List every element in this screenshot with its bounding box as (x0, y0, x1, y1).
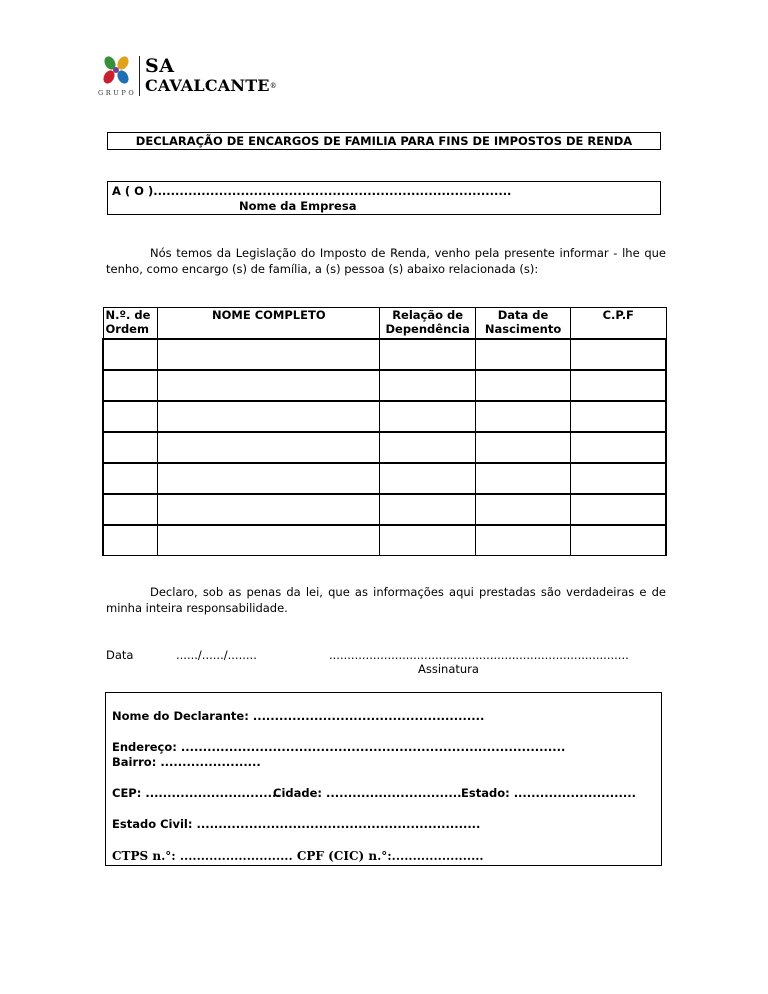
cell-order[interactable] (103, 401, 158, 432)
header-birth-date-line2: Nascimento (484, 322, 562, 336)
cell-birth-date[interactable] (476, 401, 571, 432)
table-row (103, 494, 666, 525)
cell-order[interactable] (103, 525, 158, 556)
logo-brand-line2 (145, 77, 277, 95)
cell-full-name[interactable] (158, 525, 380, 556)
header-order (103, 308, 158, 339)
cell-full-name[interactable] (158, 370, 380, 401)
header-relationship-line2: Dependência (385, 322, 470, 336)
table-row (103, 370, 666, 401)
cell-full-name[interactable] (158, 494, 380, 525)
cell-cpf[interactable] (570, 339, 666, 370)
table-row (103, 401, 666, 432)
cell-cpf[interactable] (570, 370, 666, 401)
header-cpf (570, 308, 666, 339)
cell-birth-date[interactable] (476, 494, 571, 525)
table-row (103, 432, 666, 463)
cell-relationship[interactable] (380, 494, 476, 525)
district-field[interactable]: Bairro: ....................... (112, 755, 261, 769)
cell-cpf[interactable] (570, 463, 666, 494)
cell-relationship[interactable] (380, 370, 476, 401)
header-birth-date (476, 308, 571, 339)
cep-field[interactable]: CEP: ............................... (112, 786, 281, 800)
intro-paragraph: Nós temos da Legislação do Imposto de Renda, venho pela presente informar - lhe que tenho, como encargo (s) de família, a (s) pessoa (s) abaixo relacionada (s): (106, 246, 666, 276)
document-title: DECLARAÇÃO DE ENCARGOS DE FAMILIA PARA FINS DE IMPOSTOS DE RENDA (107, 132, 661, 150)
declarant-name-field[interactable]: Nome do Declarante: ..................................................... (112, 709, 485, 723)
declarant-box (105, 692, 662, 866)
cell-order[interactable] (103, 494, 158, 525)
cell-birth-date[interactable] (476, 525, 571, 556)
header-order-line2: Ordem (105, 322, 149, 336)
company-logo (98, 55, 298, 101)
cell-cpf[interactable] (570, 525, 666, 556)
city-field[interactable]: Cidade: ............................... (273, 786, 462, 800)
cell-order[interactable] (103, 432, 158, 463)
cell-relationship[interactable] (380, 525, 476, 556)
header-relationship (380, 308, 476, 339)
table-row (103, 463, 666, 494)
registered-mark: ® (269, 82, 277, 90)
cell-relationship[interactable] (380, 463, 476, 494)
cell-full-name[interactable] (158, 432, 380, 463)
header-relationship-line1: Relação de (392, 308, 464, 322)
company-box (107, 181, 661, 215)
cell-birth-date[interactable] (476, 463, 571, 494)
table-header-row (103, 308, 666, 339)
cell-order[interactable] (103, 339, 158, 370)
header-order-line1: N.º. de (105, 308, 151, 322)
logo-brand-line1: SA (145, 55, 175, 77)
cell-full-name[interactable] (158, 401, 380, 432)
header-full-name-text: NOME COMPLETO (212, 308, 326, 322)
cell-order[interactable] (103, 370, 158, 401)
declaration-paragraph: Declaro, sob as penas da lei, que as informações aqui prestadas são verdadeiras e de minha inteira responsabilidade. (106, 585, 666, 615)
cell-full-name[interactable] (158, 463, 380, 494)
civil-status-field[interactable]: Estado Civil: ................................................................. (112, 817, 481, 831)
flower-logo-icon (98, 55, 134, 87)
date-field[interactable]: ....../....../........ (176, 648, 257, 662)
header-full-name (158, 308, 380, 339)
logo-divider (139, 56, 140, 96)
table-row (103, 525, 666, 556)
cell-relationship[interactable] (380, 432, 476, 463)
cell-cpf[interactable] (570, 432, 666, 463)
cell-relationship[interactable] (380, 339, 476, 370)
cell-birth-date[interactable] (476, 339, 571, 370)
dependents-table (102, 307, 667, 556)
cell-relationship[interactable] (380, 401, 476, 432)
header-cpf-text: C.P.F (602, 308, 634, 322)
cell-birth-date[interactable] (476, 370, 571, 401)
ctps-cpf-field[interactable]: CTPS n.°: ........................... CPF (CIC) n.°:...................... (112, 849, 484, 863)
cell-order[interactable] (103, 463, 158, 494)
cell-cpf[interactable] (570, 494, 666, 525)
company-field[interactable]: A ( O ).................................................................................. (112, 184, 512, 198)
logo-group-label: GRUPO (98, 89, 137, 97)
table-row (103, 339, 666, 370)
address-field[interactable]: Endereço: ........................................................................................ (112, 740, 566, 754)
state-field[interactable]: Estado: ............................ (461, 786, 637, 800)
cell-birth-date[interactable] (476, 432, 571, 463)
company-caption: Nome da Empresa (239, 199, 357, 213)
cell-full-name[interactable] (158, 339, 380, 370)
header-birth-date-line1: Data de (497, 308, 549, 322)
logo-brand-name: CAVALCANTE (145, 76, 270, 95)
date-label: Data (106, 648, 134, 662)
cell-cpf[interactable] (570, 401, 666, 432)
signature-caption: Assinatura (418, 662, 479, 676)
signature-line[interactable]: .................................................................................. (329, 648, 629, 662)
